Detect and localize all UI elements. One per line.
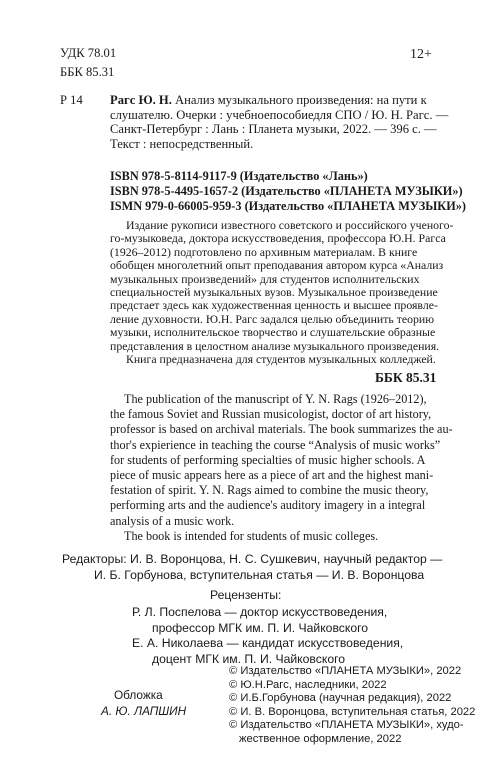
annotation-line: professor is based on archival materials. The book summarizes the au- — [110, 422, 453, 437]
copyright-line: © Ю.Н.Рагс, наследники, 2022 — [229, 678, 387, 691]
reviewers-title: Рецензенты: — [210, 588, 282, 602]
catalog-line: слушателю. Очерки : учебноепособиедля СПО / Ю. Н. Рагс. — — [110, 107, 449, 122]
cover-artist: А. Ю. ЛАПШИН — [101, 704, 187, 718]
editors-line: Редакторы: И. В. Воронцова, Н. С. Сушкевич, научный редактор — — [62, 552, 443, 566]
annotation-line: Книга предназначена для студентов музыкальных колледжей. — [126, 352, 436, 367]
annotation-line: музыки, исполнительское творчество и слушательские образные — [110, 325, 436, 340]
author-name: Рагс Ю. Н. — [110, 93, 172, 107]
annotation-line: analysis of a music work. — [110, 513, 235, 528]
bbk-code-repeat: ББК 85.31 — [375, 370, 437, 385]
catalog-line: Текст : непосредственный. — [110, 136, 254, 151]
annotation-line: предстает здесь как художественная ценность и высшее проявле- — [110, 298, 438, 313]
catalog-code: Р 14 — [60, 93, 83, 107]
reviewer-line: профессор МГК им. П. И. Чайковского — [152, 620, 369, 635]
reviewers-block — [132, 605, 403, 667]
age-rating: 12+ — [410, 47, 432, 62]
ismn-planeta: ISMN 979-0-66005-959-3 (Издательство «ПЛАНЕТА МУЗЫКИ») — [110, 199, 467, 213]
annotation-line: Издание рукописи известного советского и российского ученого- — [126, 218, 454, 232]
annotation-line: thor's expierience in teaching the course “Analysis of music works” — [110, 437, 441, 452]
copyright-line: © Издательство «ПЛАНЕТА МУЗЫКИ», худо- — [229, 719, 464, 732]
copyright-line: жественное оформление, 2022 — [239, 732, 402, 745]
annotation-line: специальностей музыкальных вузов. Музыкальное произведение — [110, 285, 438, 300]
annotation-english — [110, 392, 453, 544]
annotation-line: го-музыковеда, доктора искусствоведения, профессора Ю.Н. Рагса — [110, 231, 446, 246]
catalog-entry — [110, 93, 448, 151]
bbk-code: ББК 85.31 — [60, 65, 115, 79]
annotation-line: (1926–2012) подготовлено по архивным материалам. В книге — [110, 244, 418, 259]
isbn-lan: ISBN 978-5-8114-9117-9 (Издательство «Лань») — [110, 169, 368, 183]
reviewer-line: доцент МГК им. П. И. Чайковского — [152, 651, 346, 666]
annotation-line: festation of spirit. Y. N. Rags aimed to combine the music theory, — [110, 483, 429, 498]
cover-label: Обложка — [114, 688, 163, 702]
copyright-line: © И. В. Воронцова, вступительная статья, 2022 — [229, 705, 476, 718]
annotation-line: for students of performing specialties of music higher schools. A — [110, 452, 426, 467]
annotation-line: ление духовности. Ю.Н. Рагс задался целью объединить теорию — [110, 311, 435, 326]
annotation-line: The publication of the manuscript of Y. N. Rags (1926–2012), — [124, 392, 427, 406]
copyright-line: © И.Б.Горбунова (научная редакция), 2022 — [229, 692, 452, 705]
annotation-russian — [110, 218, 454, 367]
isbn-planeta: ISBN 978-5-4495-1657-2 (Издательство «ПЛАНЕТА МУЗЫКИ») — [110, 184, 463, 198]
annotation-line: музыкальных произведений» для студентов исполнительских — [110, 271, 420, 286]
reviewer-line: Е. А. Николаева — кандидат искусствоведения, — [132, 636, 404, 650]
editors-block — [62, 551, 442, 583]
annotation-line: The book is intended for students of music colleges. — [124, 528, 379, 543]
catalog-title-line: Анализ музыкального произведения: на пути к — [171, 93, 427, 107]
annotation-line: the famous Soviet and Russian musicologist, doctor of art history, — [110, 407, 432, 422]
annotation-line: обобщен многолетний опыт преподавания автором курса «Анализ — [110, 258, 444, 273]
catalog-line: Санкт-Петербург : Лань : Планета музыки, 2022. — 396 с. — — [110, 122, 437, 137]
isbn-block — [110, 169, 466, 214]
copyright-block — [229, 665, 475, 747]
annotation-line: представления в целостном анализе музыкального произведения. — [110, 338, 440, 353]
udk-code: УДК 78.01 — [60, 46, 117, 60]
copyright-line: © Издательство «ПЛАНЕТА МУЗЫКИ», 2022 — [229, 665, 462, 677]
editors-line: И. Б. Горбунова, вступительная статья — И. В. Воронцова — [94, 568, 425, 582]
annotation-line: performing arts and the audience's auditory imagery in a integral — [110, 498, 426, 513]
reviewer-line: Р. Л. Поспелова — доктор искусствоведения, — [132, 605, 388, 619]
annotation-line: piece of music appears here as a piece of art and the highest mani- — [110, 468, 434, 483]
